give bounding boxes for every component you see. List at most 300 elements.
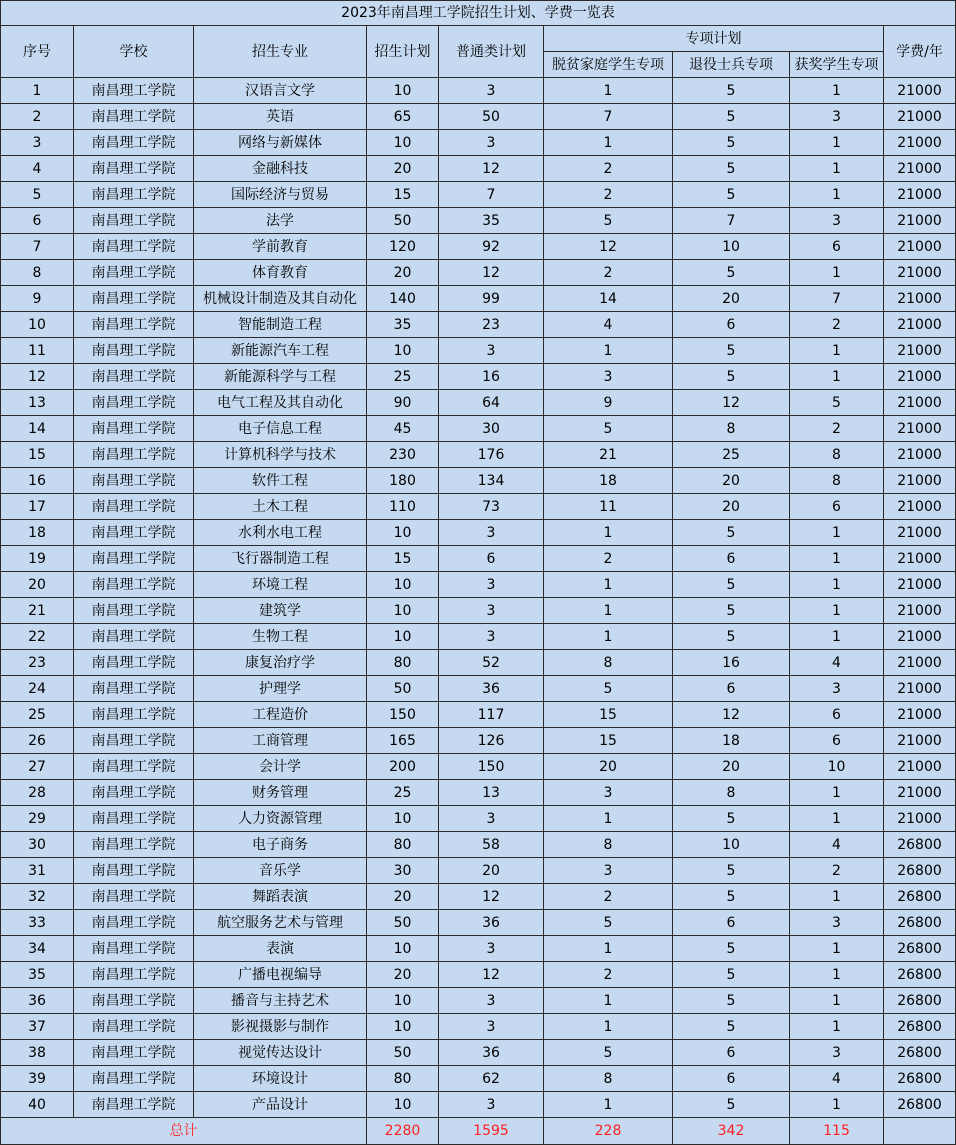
cell-general: 12	[439, 884, 544, 910]
cell-poverty: 2	[544, 546, 673, 572]
cell-major: 产品设计	[194, 1092, 367, 1118]
cell-plan: 150	[367, 702, 439, 728]
cell-plan: 110	[367, 494, 439, 520]
cell-award: 1	[790, 598, 884, 624]
cell-index: 36	[1, 988, 74, 1014]
table-title: 2023年南昌理工学院招生计划、学费一览表	[1, 1, 956, 26]
cell-index: 28	[1, 780, 74, 806]
cell-poverty: 2	[544, 884, 673, 910]
cell-index: 23	[1, 650, 74, 676]
cell-award: 6	[790, 494, 884, 520]
cell-veteran: 6	[673, 312, 790, 338]
cell-veteran: 5	[673, 338, 790, 364]
cell-veteran: 16	[673, 650, 790, 676]
cell-general: 3	[439, 1092, 544, 1118]
cell-plan: 25	[367, 364, 439, 390]
cell-school: 南昌理工学院	[74, 78, 194, 104]
total-general: 1595	[439, 1118, 544, 1145]
cell-veteran: 5	[673, 962, 790, 988]
cell-plan: 140	[367, 286, 439, 312]
cell-index: 30	[1, 832, 74, 858]
cell-fee: 21000	[884, 728, 956, 754]
cell-index: 10	[1, 312, 74, 338]
cell-poverty: 2	[544, 260, 673, 286]
cell-index: 22	[1, 624, 74, 650]
cell-school: 南昌理工学院	[74, 832, 194, 858]
cell-award: 3	[790, 676, 884, 702]
cell-award: 1	[790, 364, 884, 390]
cell-plan: 10	[367, 78, 439, 104]
cell-plan: 10	[367, 624, 439, 650]
cell-index: 21	[1, 598, 74, 624]
cell-fee: 21000	[884, 130, 956, 156]
cell-plan: 200	[367, 754, 439, 780]
cell-general: 12	[439, 260, 544, 286]
cell-award: 5	[790, 390, 884, 416]
table-row	[1, 884, 956, 910]
cell-fee: 26800	[884, 884, 956, 910]
cell-fee: 26800	[884, 962, 956, 988]
cell-school: 南昌理工学院	[74, 1066, 194, 1092]
cell-school: 南昌理工学院	[74, 390, 194, 416]
cell-general: 12	[439, 962, 544, 988]
cell-award: 1	[790, 988, 884, 1014]
cell-poverty: 20	[544, 754, 673, 780]
cell-index: 25	[1, 702, 74, 728]
total-row	[1, 1118, 956, 1145]
cell-school: 南昌理工学院	[74, 1040, 194, 1066]
cell-plan: 50	[367, 1040, 439, 1066]
cell-major: 广播电视编导	[194, 962, 367, 988]
table-row	[1, 156, 956, 182]
cell-general: 36	[439, 1040, 544, 1066]
cell-plan: 25	[367, 780, 439, 806]
cell-fee: 21000	[884, 676, 956, 702]
cell-fee: 21000	[884, 650, 956, 676]
cell-fee: 21000	[884, 494, 956, 520]
cell-index: 7	[1, 234, 74, 260]
cell-poverty: 3	[544, 858, 673, 884]
cell-poverty: 1	[544, 598, 673, 624]
cell-award: 3	[790, 1040, 884, 1066]
cell-poverty: 3	[544, 364, 673, 390]
cell-poverty: 2	[544, 156, 673, 182]
cell-school: 南昌理工学院	[74, 156, 194, 182]
cell-veteran: 6	[673, 910, 790, 936]
cell-plan: 20	[367, 962, 439, 988]
header-school: 学校	[74, 26, 194, 78]
cell-school: 南昌理工学院	[74, 988, 194, 1014]
cell-school: 南昌理工学院	[74, 364, 194, 390]
cell-fee: 21000	[884, 338, 956, 364]
cell-general: 117	[439, 702, 544, 728]
cell-school: 南昌理工学院	[74, 260, 194, 286]
total-veteran: 342	[673, 1118, 790, 1145]
cell-index: 17	[1, 494, 74, 520]
cell-index: 13	[1, 390, 74, 416]
cell-general: 176	[439, 442, 544, 468]
cell-general: 58	[439, 832, 544, 858]
table-row	[1, 234, 956, 260]
cell-plan: 80	[367, 650, 439, 676]
cell-major: 体育教育	[194, 260, 367, 286]
cell-veteran: 5	[673, 104, 790, 130]
cell-plan: 50	[367, 676, 439, 702]
cell-school: 南昌理工学院	[74, 676, 194, 702]
cell-school: 南昌理工学院	[74, 624, 194, 650]
cell-poverty: 1	[544, 624, 673, 650]
cell-plan: 10	[367, 1014, 439, 1040]
cell-school: 南昌理工学院	[74, 962, 194, 988]
cell-award: 4	[790, 1066, 884, 1092]
cell-school: 南昌理工学院	[74, 182, 194, 208]
cell-poverty: 5	[544, 416, 673, 442]
table-row	[1, 468, 956, 494]
cell-veteran: 5	[673, 156, 790, 182]
cell-veteran: 5	[673, 1014, 790, 1040]
cell-plan: 230	[367, 442, 439, 468]
cell-award: 6	[790, 702, 884, 728]
cell-fee: 21000	[884, 78, 956, 104]
cell-index: 16	[1, 468, 74, 494]
cell-veteran: 20	[673, 754, 790, 780]
cell-major: 康复治疗学	[194, 650, 367, 676]
cell-veteran: 5	[673, 572, 790, 598]
cell-poverty: 9	[544, 390, 673, 416]
table-row	[1, 728, 956, 754]
cell-major: 环境工程	[194, 572, 367, 598]
cell-index: 2	[1, 104, 74, 130]
cell-plan: 20	[367, 156, 439, 182]
cell-poverty: 18	[544, 468, 673, 494]
table-row	[1, 806, 956, 832]
cell-fee: 21000	[884, 364, 956, 390]
cell-school: 南昌理工学院	[74, 858, 194, 884]
cell-major: 法学	[194, 208, 367, 234]
cell-fee: 26800	[884, 858, 956, 884]
cell-fee: 21000	[884, 546, 956, 572]
cell-general: 3	[439, 572, 544, 598]
table-row	[1, 182, 956, 208]
header-index: 序号	[1, 26, 74, 78]
cell-school: 南昌理工学院	[74, 1014, 194, 1040]
cell-major: 影视摄影与制作	[194, 1014, 367, 1040]
cell-major: 工商管理	[194, 728, 367, 754]
cell-fee: 21000	[884, 754, 956, 780]
table-row	[1, 624, 956, 650]
cell-fee: 21000	[884, 104, 956, 130]
cell-major: 工程造价	[194, 702, 367, 728]
cell-award: 2	[790, 858, 884, 884]
cell-award: 1	[790, 78, 884, 104]
cell-award: 1	[790, 780, 884, 806]
cell-general: 3	[439, 624, 544, 650]
cell-plan: 80	[367, 832, 439, 858]
cell-veteran: 10	[673, 234, 790, 260]
total-label: 总计	[1, 1118, 367, 1145]
cell-award: 10	[790, 754, 884, 780]
cell-school: 南昌理工学院	[74, 494, 194, 520]
cell-school: 南昌理工学院	[74, 442, 194, 468]
cell-veteran: 10	[673, 832, 790, 858]
cell-poverty: 1	[544, 338, 673, 364]
cell-index: 26	[1, 728, 74, 754]
cell-major: 电气工程及其自动化	[194, 390, 367, 416]
table-row	[1, 702, 956, 728]
cell-index: 5	[1, 182, 74, 208]
cell-poverty: 1	[544, 988, 673, 1014]
cell-fee: 21000	[884, 468, 956, 494]
cell-index: 33	[1, 910, 74, 936]
cell-general: 3	[439, 1014, 544, 1040]
cell-poverty: 4	[544, 312, 673, 338]
cell-fee: 21000	[884, 312, 956, 338]
cell-school: 南昌理工学院	[74, 104, 194, 130]
cell-fee: 21000	[884, 520, 956, 546]
cell-plan: 50	[367, 910, 439, 936]
cell-index: 38	[1, 1040, 74, 1066]
cell-general: 52	[439, 650, 544, 676]
cell-index: 40	[1, 1092, 74, 1118]
cell-major: 视觉传达设计	[194, 1040, 367, 1066]
cell-poverty: 1	[544, 1092, 673, 1118]
cell-award: 6	[790, 728, 884, 754]
cell-veteran: 5	[673, 182, 790, 208]
cell-general: 35	[439, 208, 544, 234]
cell-award: 3	[790, 208, 884, 234]
table-row	[1, 312, 956, 338]
cell-index: 34	[1, 936, 74, 962]
cell-school: 南昌理工学院	[74, 650, 194, 676]
table-row	[1, 962, 956, 988]
cell-fee: 26800	[884, 988, 956, 1014]
cell-index: 35	[1, 962, 74, 988]
cell-fee: 26800	[884, 936, 956, 962]
cell-award: 1	[790, 260, 884, 286]
header-veteran: 退役士兵专项	[673, 52, 790, 78]
cell-major: 水利水电工程	[194, 520, 367, 546]
cell-poverty: 1	[544, 1014, 673, 1040]
cell-index: 3	[1, 130, 74, 156]
cell-poverty: 5	[544, 676, 673, 702]
cell-award: 1	[790, 156, 884, 182]
cell-veteran: 5	[673, 364, 790, 390]
cell-award: 2	[790, 416, 884, 442]
cell-veteran: 6	[673, 546, 790, 572]
cell-poverty: 1	[544, 78, 673, 104]
cell-fee: 21000	[884, 702, 956, 728]
cell-school: 南昌理工学院	[74, 338, 194, 364]
cell-award: 1	[790, 884, 884, 910]
cell-major: 国际经济与贸易	[194, 182, 367, 208]
cell-general: 6	[439, 546, 544, 572]
cell-plan: 180	[367, 468, 439, 494]
header-special-group: 专项计划	[544, 26, 884, 52]
cell-plan: 10	[367, 1092, 439, 1118]
cell-poverty: 5	[544, 208, 673, 234]
cell-major: 新能源汽车工程	[194, 338, 367, 364]
cell-index: 24	[1, 676, 74, 702]
cell-veteran: 20	[673, 494, 790, 520]
cell-major: 舞蹈表演	[194, 884, 367, 910]
cell-fee: 21000	[884, 286, 956, 312]
cell-plan: 165	[367, 728, 439, 754]
cell-plan: 10	[367, 572, 439, 598]
cell-plan: 10	[367, 806, 439, 832]
cell-school: 南昌理工学院	[74, 780, 194, 806]
cell-fee: 21000	[884, 624, 956, 650]
cell-poverty: 3	[544, 780, 673, 806]
cell-veteran: 20	[673, 286, 790, 312]
cell-major: 财务管理	[194, 780, 367, 806]
cell-index: 29	[1, 806, 74, 832]
table-row	[1, 260, 956, 286]
cell-general: 16	[439, 364, 544, 390]
cell-veteran: 5	[673, 130, 790, 156]
cell-veteran: 5	[673, 624, 790, 650]
table-row	[1, 676, 956, 702]
table-row	[1, 364, 956, 390]
cell-plan: 10	[367, 520, 439, 546]
cell-poverty: 1	[544, 572, 673, 598]
table-row	[1, 130, 956, 156]
total-poverty: 228	[544, 1118, 673, 1145]
cell-general: 134	[439, 468, 544, 494]
cell-award: 1	[790, 572, 884, 598]
header-plan: 招生计划	[367, 26, 439, 78]
cell-major: 土木工程	[194, 494, 367, 520]
cell-general: 3	[439, 520, 544, 546]
cell-general: 12	[439, 156, 544, 182]
cell-fee: 21000	[884, 208, 956, 234]
total-plan: 2280	[367, 1118, 439, 1145]
cell-plan: 35	[367, 312, 439, 338]
cell-poverty: 12	[544, 234, 673, 260]
header-fee: 学费/年	[884, 26, 956, 78]
cell-plan: 15	[367, 546, 439, 572]
cell-veteran: 6	[673, 1066, 790, 1092]
cell-major: 飞行器制造工程	[194, 546, 367, 572]
cell-plan: 15	[367, 182, 439, 208]
table-row	[1, 650, 956, 676]
cell-fee: 26800	[884, 1092, 956, 1118]
total-award: 115	[790, 1118, 884, 1145]
cell-index: 6	[1, 208, 74, 234]
cell-award: 2	[790, 312, 884, 338]
cell-poverty: 14	[544, 286, 673, 312]
cell-school: 南昌理工学院	[74, 234, 194, 260]
cell-general: 3	[439, 78, 544, 104]
cell-award: 1	[790, 130, 884, 156]
cell-general: 92	[439, 234, 544, 260]
cell-school: 南昌理工学院	[74, 416, 194, 442]
header-poverty: 脱贫家庭学生专项	[544, 52, 673, 78]
cell-index: 11	[1, 338, 74, 364]
cell-major: 英语	[194, 104, 367, 130]
cell-major: 环境设计	[194, 1066, 367, 1092]
cell-veteran: 6	[673, 1040, 790, 1066]
cell-index: 19	[1, 546, 74, 572]
cell-general: 99	[439, 286, 544, 312]
cell-award: 1	[790, 338, 884, 364]
cell-veteran: 5	[673, 988, 790, 1014]
cell-award: 1	[790, 806, 884, 832]
cell-poverty: 1	[544, 806, 673, 832]
cell-school: 南昌理工学院	[74, 702, 194, 728]
cell-award: 1	[790, 546, 884, 572]
cell-index: 20	[1, 572, 74, 598]
cell-school: 南昌理工学院	[74, 754, 194, 780]
cell-school: 南昌理工学院	[74, 572, 194, 598]
cell-award: 4	[790, 650, 884, 676]
cell-veteran: 8	[673, 780, 790, 806]
cell-plan: 10	[367, 598, 439, 624]
cell-major: 表演	[194, 936, 367, 962]
cell-veteran: 12	[673, 390, 790, 416]
cell-major: 护理学	[194, 676, 367, 702]
cell-major: 学前教育	[194, 234, 367, 260]
cell-general: 23	[439, 312, 544, 338]
cell-plan: 20	[367, 884, 439, 910]
table-row	[1, 104, 956, 130]
cell-general: 7	[439, 182, 544, 208]
cell-veteran: 7	[673, 208, 790, 234]
table-row	[1, 78, 956, 104]
cell-major: 汉语言文学	[194, 78, 367, 104]
cell-award: 1	[790, 182, 884, 208]
cell-major: 软件工程	[194, 468, 367, 494]
cell-fee: 21000	[884, 416, 956, 442]
cell-general: 62	[439, 1066, 544, 1092]
cell-major: 播音与主持艺术	[194, 988, 367, 1014]
cell-fee: 26800	[884, 1014, 956, 1040]
cell-school: 南昌理工学院	[74, 910, 194, 936]
cell-poverty: 1	[544, 130, 673, 156]
cell-school: 南昌理工学院	[74, 468, 194, 494]
cell-poverty: 15	[544, 702, 673, 728]
table-row	[1, 1014, 956, 1040]
cell-major: 智能制造工程	[194, 312, 367, 338]
cell-poverty: 7	[544, 104, 673, 130]
cell-plan: 120	[367, 234, 439, 260]
table-row	[1, 208, 956, 234]
cell-award: 1	[790, 1014, 884, 1040]
cell-veteran: 5	[673, 806, 790, 832]
cell-award: 1	[790, 936, 884, 962]
cell-general: 3	[439, 988, 544, 1014]
cell-plan: 80	[367, 1066, 439, 1092]
cell-veteran: 5	[673, 936, 790, 962]
cell-fee: 21000	[884, 598, 956, 624]
cell-veteran: 5	[673, 520, 790, 546]
cell-school: 南昌理工学院	[74, 286, 194, 312]
table-row	[1, 338, 956, 364]
table-row	[1, 858, 956, 884]
cell-index: 4	[1, 156, 74, 182]
cell-award: 8	[790, 468, 884, 494]
cell-plan: 10	[367, 988, 439, 1014]
cell-poverty: 5	[544, 910, 673, 936]
table-row	[1, 546, 956, 572]
cell-plan: 45	[367, 416, 439, 442]
table-row	[1, 390, 956, 416]
cell-major: 航空服务艺术与管理	[194, 910, 367, 936]
cell-plan: 10	[367, 936, 439, 962]
cell-award: 1	[790, 962, 884, 988]
cell-index: 18	[1, 520, 74, 546]
cell-fee: 21000	[884, 156, 956, 182]
cell-general: 3	[439, 338, 544, 364]
